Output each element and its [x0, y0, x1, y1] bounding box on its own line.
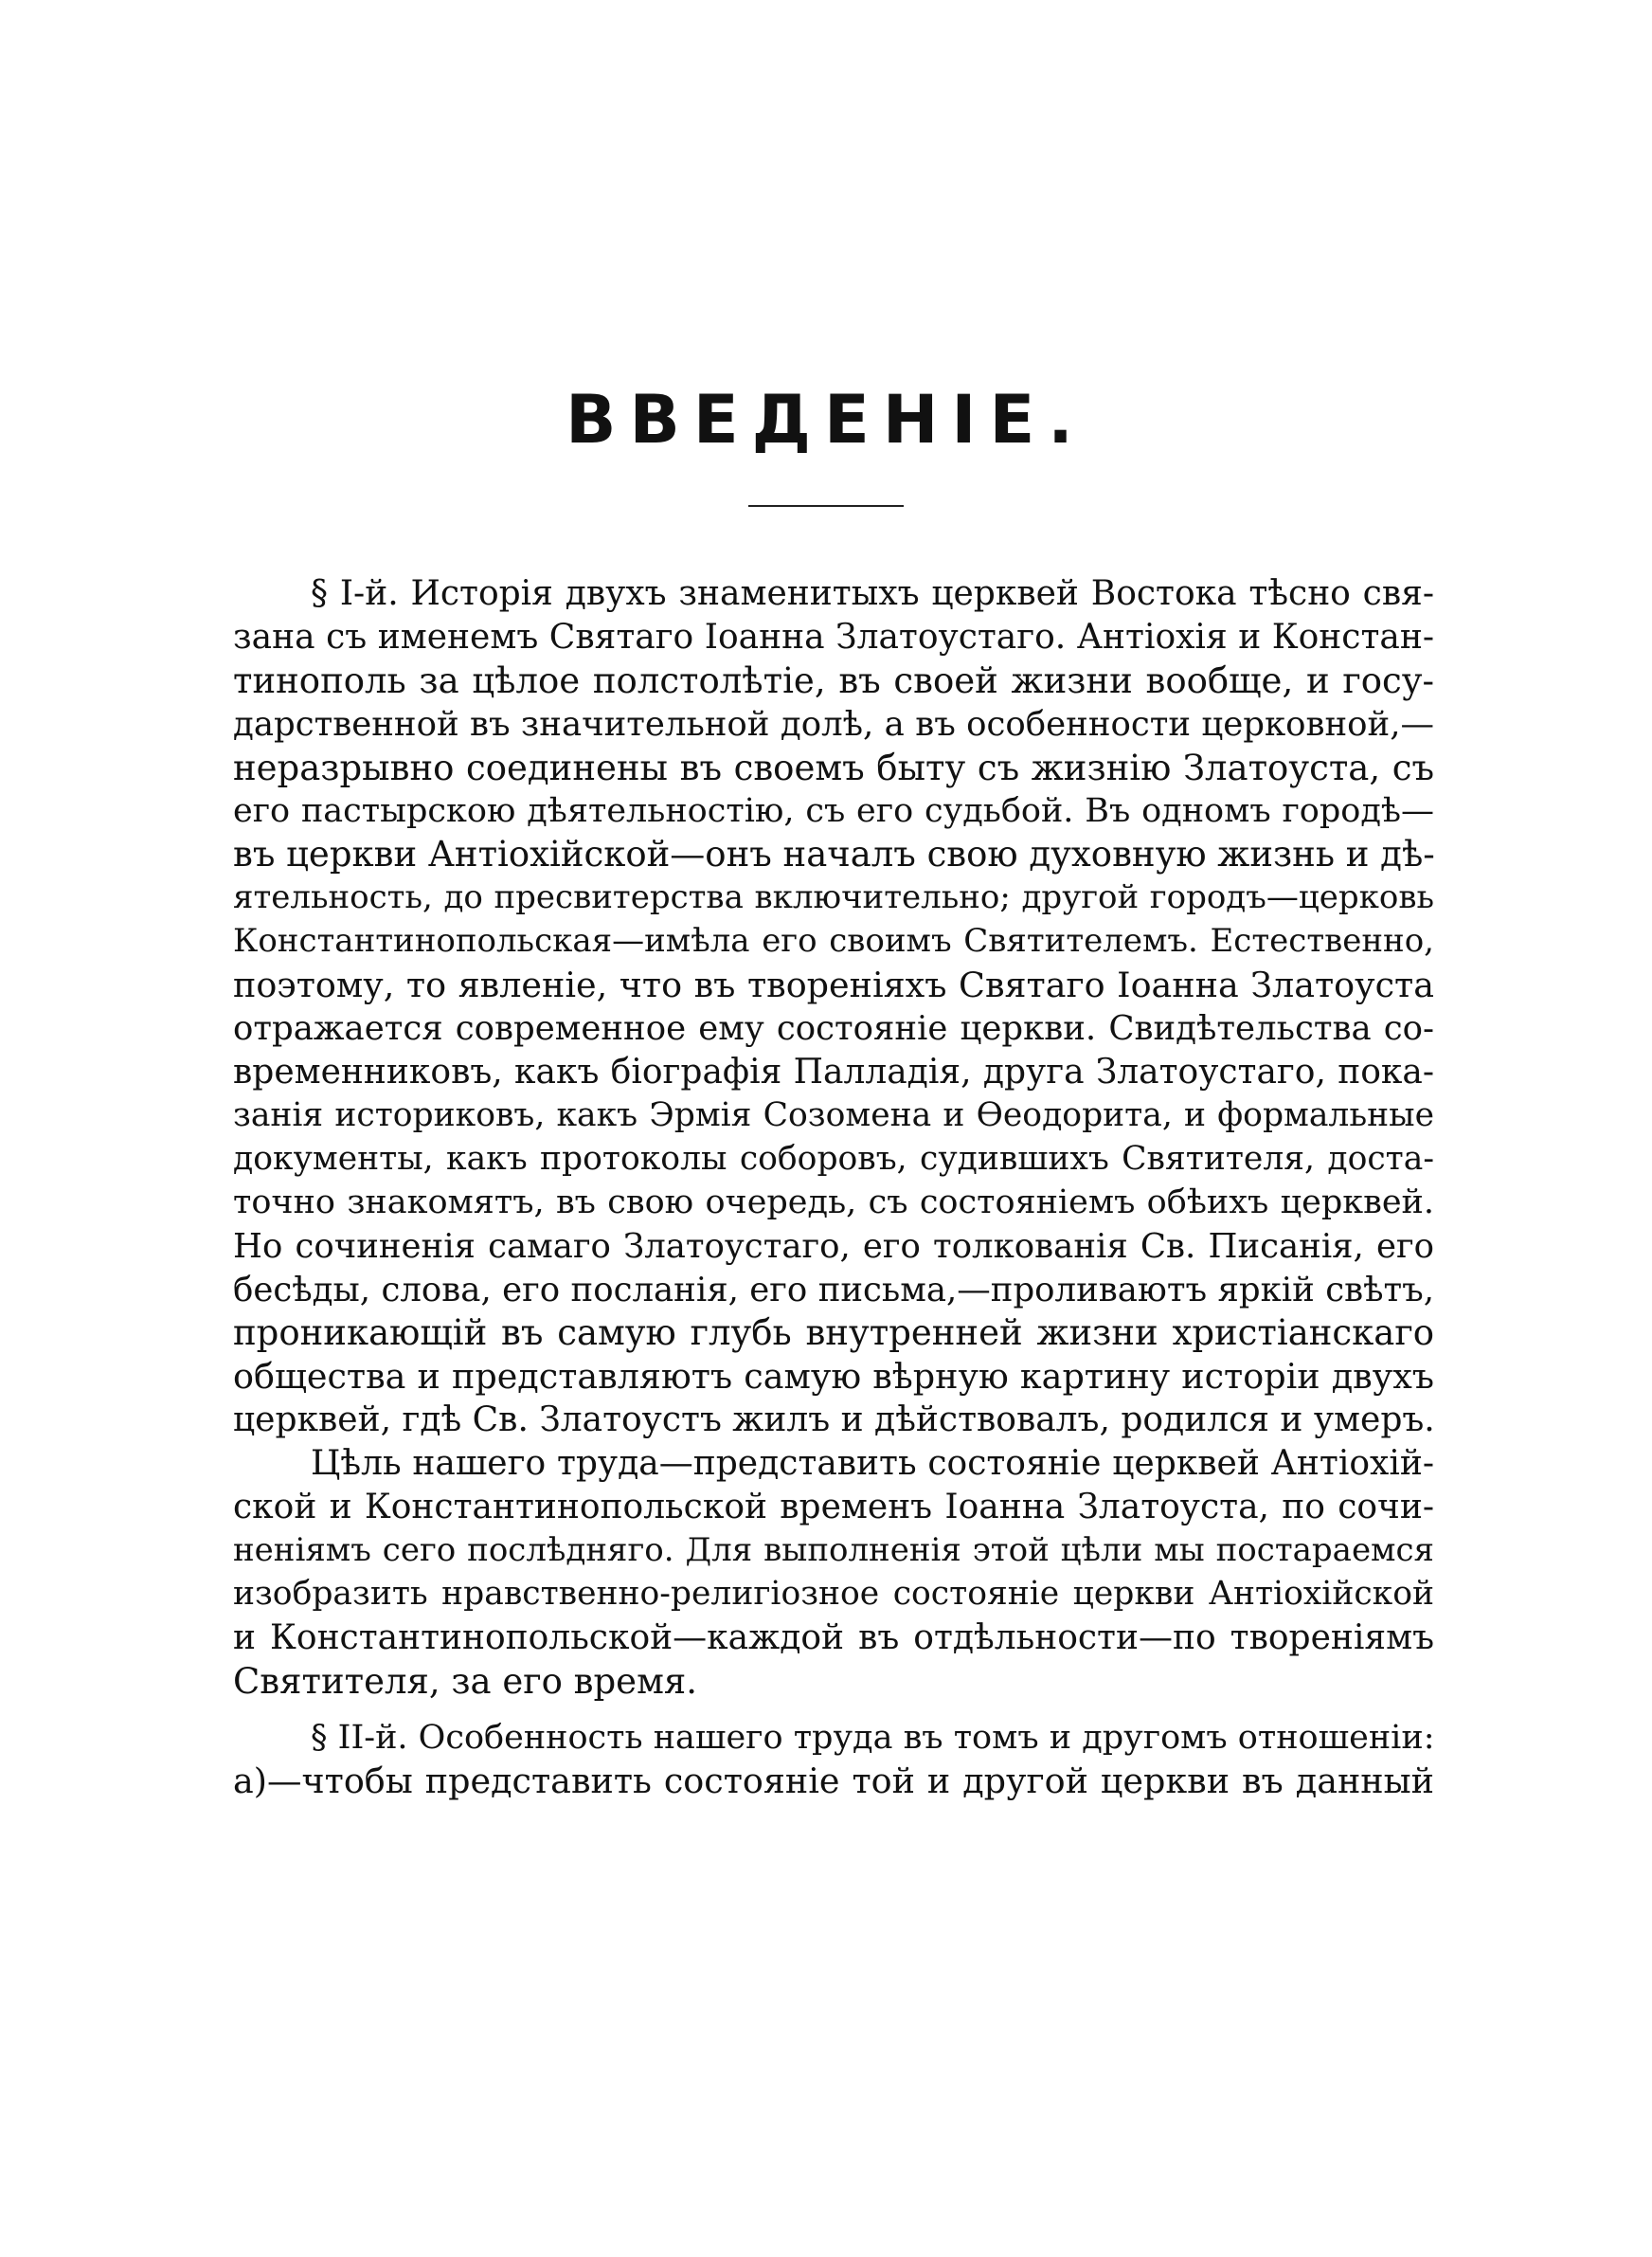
text-line: и Константинопольской—каждой въ отдѣльности—по твореніямъ — [233, 1617, 1434, 1657]
text-line: его пастырскою дѣятельностію, съ его судьбой. Въ одномъ городѣ— — [233, 791, 1434, 830]
text-line: общества и представляютъ самую вѣрную картину исторіи двухъ — [233, 1356, 1434, 1398]
paragraph-2 — [233, 1442, 1434, 1703]
text-line: Цѣль нашего труда—представить состояніе церквей Антіохій- — [311, 1444, 1434, 1484]
text-line: тинополь за цѣлое полстолѣтіе, въ своей жизни вообще, и госу- — [233, 659, 1434, 701]
paragraph-3 — [233, 1717, 1434, 1804]
text-line: неразрывно соединены въ своемъ быту съ жизнію Златоуста, съ — [233, 747, 1434, 788]
text-line: § ІІ-й. Особенность нашего труда въ томъ и другомъ отношеніи: — [311, 1718, 1435, 1757]
text-line: временниковъ, какъ біографія Палладія, друга Златоустаго, пока- — [233, 1052, 1434, 1092]
text-line: занія историковъ, какъ Эрмія Созомена и Ѳеодорита, и формальные — [233, 1095, 1434, 1134]
text-line: отражается современное ему состояніе церкви. Свидѣтельства со- — [233, 1009, 1434, 1049]
text-line: изобразить нравственно-религіозное состояніе церкви Антіохійской — [233, 1574, 1434, 1613]
text-line: Святителя, за его время. — [233, 1660, 697, 1702]
heading-divider — [748, 505, 904, 507]
text-line: § І-й. Исторія двухъ знаменитыхъ церквей Востока тѣсно свя- — [311, 574, 1434, 613]
text-line: неніямъ сего послѣдняго. Для выполненія этой цѣли мы постараемся — [233, 1530, 1434, 1569]
text-line: дарственной въ значительной долѣ, а въ особенности церковной,— — [233, 704, 1434, 744]
text-line: бесѣды, слова, его посланія, его письма,—проливаютъ яркій свѣтъ, — [233, 1270, 1434, 1309]
text-line: ской и Константинопольской временъ Іоанна Златоуста, по сочи- — [233, 1488, 1434, 1527]
text-line: проникающій въ самую глубь внутренней жизни христіанскаго — [233, 1312, 1434, 1354]
text-line: Константинопольская—имѣла его своимъ Святителемъ. Естественно, — [233, 922, 1434, 961]
paragraph-1 — [233, 572, 1434, 1442]
body-text — [233, 572, 1434, 1803]
text-line: а)—чтобы представить состояніе той и другой церкви въ данный — [233, 1760, 1434, 1802]
text-line: церквей, гдѣ Св. Златоустъ жилъ и дѣйствовалъ, родился и умеръ. — [233, 1400, 1435, 1440]
text-line: поэтому, то явленіе, что въ твореніяхъ Святаго Іоанна Златоуста — [233, 965, 1434, 1006]
text-line: документы, какъ протоколы соборовъ, судившихъ Святителя, доста- — [233, 1139, 1434, 1178]
chapter-heading: ВВЕДЕНІЕ. — [566, 381, 1086, 459]
text-line: въ церкви Антіохійской—онъ началъ свою духовную жизнь и дѣ- — [233, 834, 1435, 876]
text-line: точно знакомятъ, въ свою очередь, съ состояніемъ обѣихъ церквей. — [233, 1183, 1434, 1221]
text-line: Но сочиненія самаго Златоустаго, его толкованія Св. Писанія, его — [233, 1226, 1434, 1266]
text-line: зана съ именемъ Святаго Іоанна Златоустаго. Антіохія и Констан- — [233, 617, 1434, 657]
text-line: ятельность, до пресвитерства включительно; другой городъ—церковь — [233, 878, 1434, 917]
